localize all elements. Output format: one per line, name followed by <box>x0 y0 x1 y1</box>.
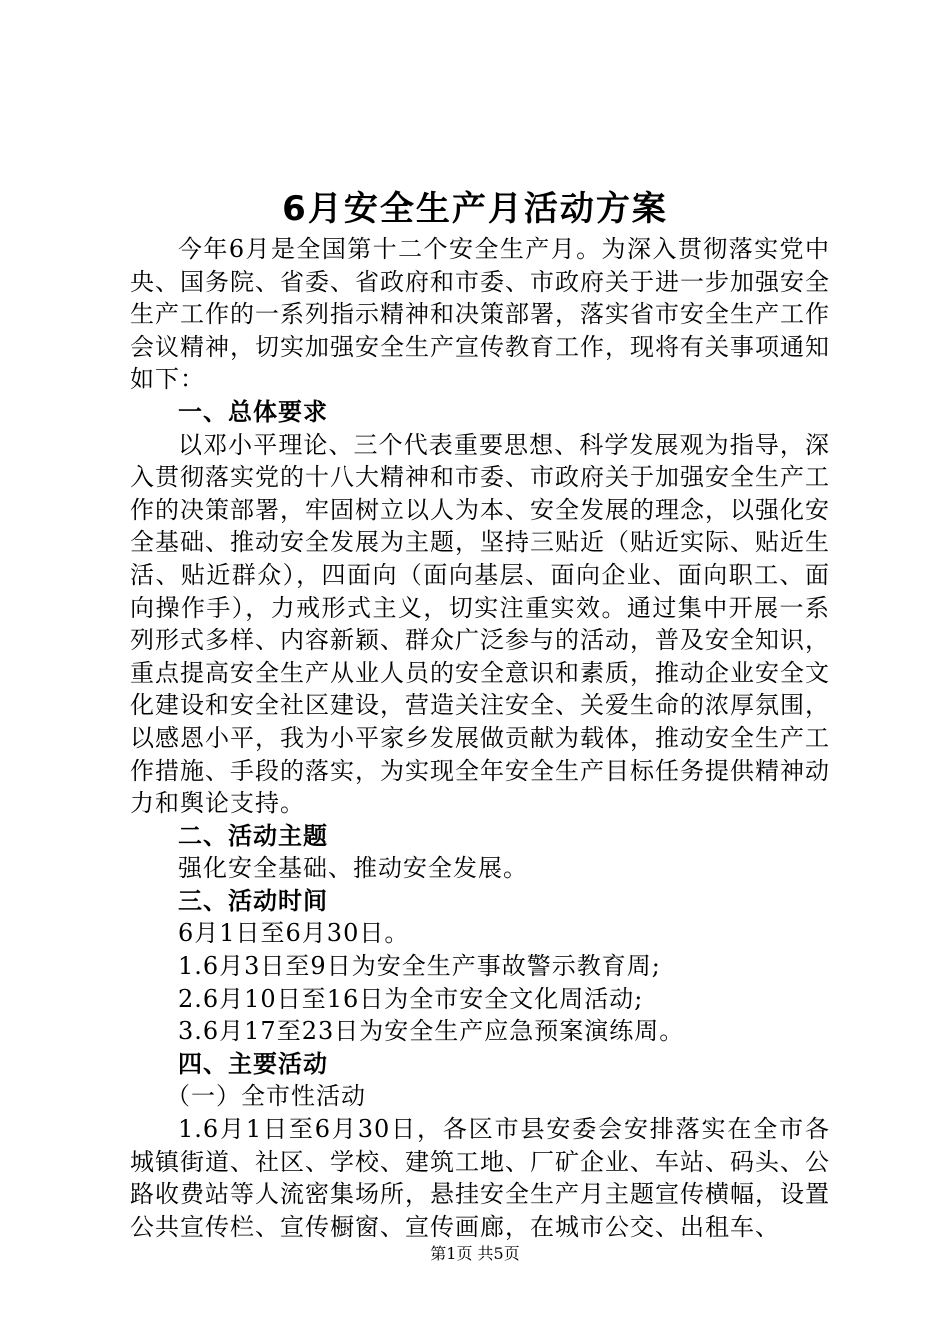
section-3-line: 2.6月10日至16日为全市安全文化周活动; <box>178 984 644 1013</box>
subsection-heading-1: （一）全市性活动 <box>166 1082 366 1111</box>
section-3-line: 1.6月3日至9日为安全生产事故警示教育周; <box>178 952 661 981</box>
document-body <box>130 233 830 1243</box>
subsection-1-paragraph: 1.6月1日至6月30日，各区市县安委会安排落实在全市各城镇街道、社区、学校、建筑工地、厂矿企业、车站、码头、公路收费站等人流密集场所，悬挂安全生产月主题宣传横幅，设置公共宣传栏、宣传橱窗、宣传画廊，在城市公交、出租车、 <box>130 1115 830 1241</box>
intro-paragraph: 今年6月是全国第十二个安全生产月。为深入贯彻落实党中央、国务院、省委、省政府和市委、市政府关于进一步加强安全生产工作的一系列指示精神和决策部署，落实省市安全生产工作会议精神，切实加强安全生产宣传教育工作，现将有关事项通知如下： <box>130 235 830 394</box>
section-heading-2: 二、活动主题 <box>178 821 328 850</box>
page-footer: 第1页 共5页 <box>430 1244 520 1263</box>
section-2-paragraph: 强化安全基础、推动安全发展。 <box>178 854 528 883</box>
section-1-paragraph: 以邓小平理论、三个代表重要思想、科学发展观为指导，深入贯彻落实党的十八大精神和市委、市政府关于加强安全生产工作的决策部署，牢固树立以人为本、安全发展的理念，以强化安全基础、推动安全发展为主题，坚持三贴近（贴近实际、贴近生活、贴近群众），四面向（面向基层、面向企业、面向职工、面向操作手），力戒形式主义，切实注重实效。通过集中开展一系列形式多样、内容新颖、群众广泛参与的活动，普及安全知识，重点提高安全生产从业人员的安全意识和素质，推动企业安全文化建设和安全社区建设，营造关注安全、关爱生命的浓厚氛围，以感恩小平，我为小平家乡发展做贡献为载体，推动安全生产工作措施、手段的落实，为实现全年安全生产目标任务提供精神动力和舆论支持。 <box>130 430 830 818</box>
document-title: 6月安全生产月活动方案 <box>282 189 668 229</box>
section-heading-4: 四、主要活动 <box>178 1049 328 1078</box>
section-3-line: 6月1日至6月30日。 <box>178 919 410 948</box>
section-heading-1: 一、总体要求 <box>178 397 328 426</box>
section-3-line: 3.6月17至23日为安全生产应急预案演练周。 <box>178 1017 685 1046</box>
section-heading-3: 三、活动时间 <box>178 886 328 915</box>
